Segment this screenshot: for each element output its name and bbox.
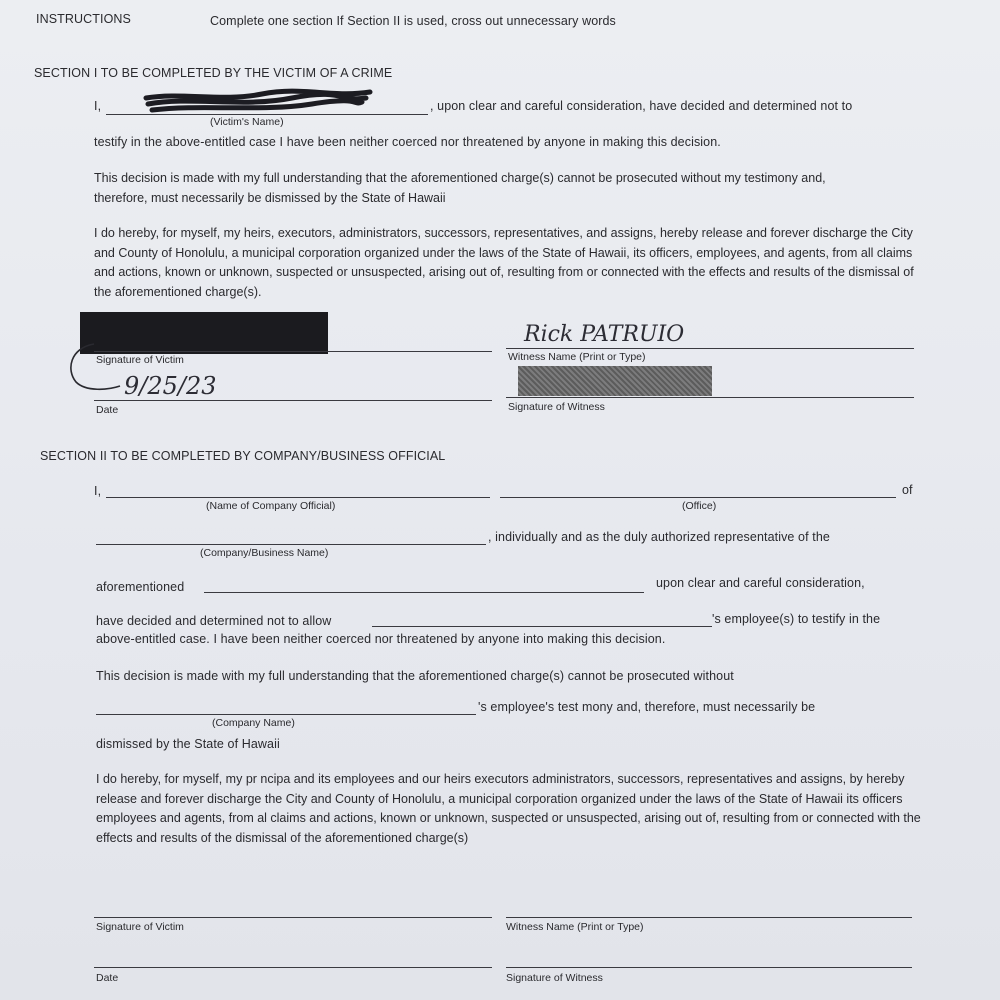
instructions-text: Complete one section If Section II is used, cross out unnecessary words <box>210 14 616 28</box>
section1-line2: testify in the above-entitled case I have been neither coerced nor threatened by anyone in making this decision. <box>94 135 721 149</box>
instructions-label: INSTRUCTIONS <box>36 12 131 26</box>
company-name-field[interactable] <box>96 714 476 715</box>
section2-release-para: I do hereby, for myself, my pr ncipa and its employees and our heirs executors administrators, successors, representatives and assigns, by hereby release and forever discharge the City and County of Honolulu, a municipal corporation organized under the laws of the State of Hawaii its officers employees and agents, from al claims and actions, known or unknown, suspected or unsuspected, arising out of, resulting from or connected with the effects and results of the dismissal of the aforementioned charge(s) <box>96 772 921 845</box>
witness-signature-label: Signature of Witness <box>508 401 605 413</box>
above-entitled-text: above-entitled case. I have been neither coerced nor threatened by anyone into making this decision. <box>96 632 666 646</box>
consideration-text: upon clear and careful consideration, <box>656 576 865 590</box>
witness-signature-line[interactable] <box>506 397 914 398</box>
s2-witness-name-label: Witness Name (Print or Type) <box>506 921 644 933</box>
witness-name-line[interactable] <box>506 348 914 349</box>
of-word: of <box>902 483 913 497</box>
decision-text: This decision is made with my full understanding that the aforementioned charge(s) cannot be prosecuted without <box>96 669 734 683</box>
victim-signature-label: Signature of Victim <box>96 354 184 366</box>
company-business-caption: (Company/Business Name) <box>200 547 329 559</box>
aforementioned-field[interactable] <box>204 592 644 593</box>
date-label: Date <box>96 404 119 416</box>
company-business-field[interactable] <box>96 544 486 545</box>
official-name-prefix: I, <box>94 484 102 498</box>
victim-name-prefix: I, <box>94 99 102 113</box>
office-field[interactable] <box>500 497 896 498</box>
witness-signature-redaction <box>518 366 712 396</box>
date-handwritten: 9/25/23 <box>124 372 217 400</box>
testimony-text: 's employee's test mony and, therefore, must necessarily be <box>478 700 816 714</box>
employee-text: 's employee(s) to testify in the <box>712 612 881 626</box>
official-name-caption: (Name of Company Official) <box>206 500 336 512</box>
victim-signature-loop <box>64 340 124 396</box>
victim-name-caption: (Victim's Name) <box>210 116 284 128</box>
official-name-field[interactable] <box>106 497 490 498</box>
section1-para3: I do hereby, for myself, my heirs, executors, administrators, successors, representatives, and assigns, hereby release and forever discharge the City and County of Honolulu, a municipal corporation organized under the laws of the State of Hawaii, its officers, employees, and agents, from all claims and actions, known or unknown, suspected or unsuspected, arising out of, resulting from or connected with the effects and results of the dismissal of the aforementioned charge(s). <box>94 226 914 299</box>
s2-witness-signature-label: Signature of Witness <box>506 972 603 984</box>
allow-text: have decided and determined not to allow <box>96 614 332 628</box>
s2-victim-signature-line[interactable] <box>94 917 492 918</box>
s2-victim-signature-label: Signature of Victim <box>96 921 184 933</box>
section1-para2: This decision is made with my full understanding that the aforementioned charge(s) cannot be prosecuted without my testimony and, therefore, must necessarily be dismissed by the State of Hawaii <box>94 171 826 205</box>
representative-text: , individually and as the duly authorized representative of the <box>488 530 830 544</box>
s2-witness-signature-line[interactable] <box>506 967 912 968</box>
s2-date-label: Date <box>96 972 119 984</box>
victim-signature-line[interactable] <box>94 351 492 352</box>
section2-heading: SECTION II TO BE COMPLETED BY COMPANY/BUSINESS OFFICIAL <box>40 449 446 463</box>
witness-name-handwritten: Rick PATRUIO <box>524 322 685 347</box>
victim-name-redaction-scribble <box>142 86 374 116</box>
allow-employer-field[interactable] <box>372 626 712 627</box>
victim-name-suffix: , upon clear and careful consideration, have decided and determined not to <box>430 99 853 113</box>
date-line[interactable] <box>94 400 492 401</box>
witness-name-label: Witness Name (Print or Type) <box>508 351 646 363</box>
s2-witness-name-line[interactable] <box>506 917 912 918</box>
company-name-caption: (Company Name) <box>212 717 295 729</box>
dismissed-text: dismissed by the State of Hawaii <box>96 737 280 751</box>
aforementioned-word: aforementioned <box>96 580 185 594</box>
s2-date-line[interactable] <box>94 967 492 968</box>
section1-heading: SECTION I TO BE COMPLETED BY THE VICTIM OF A CRIME <box>34 66 393 80</box>
office-caption: (Office) <box>682 500 717 512</box>
